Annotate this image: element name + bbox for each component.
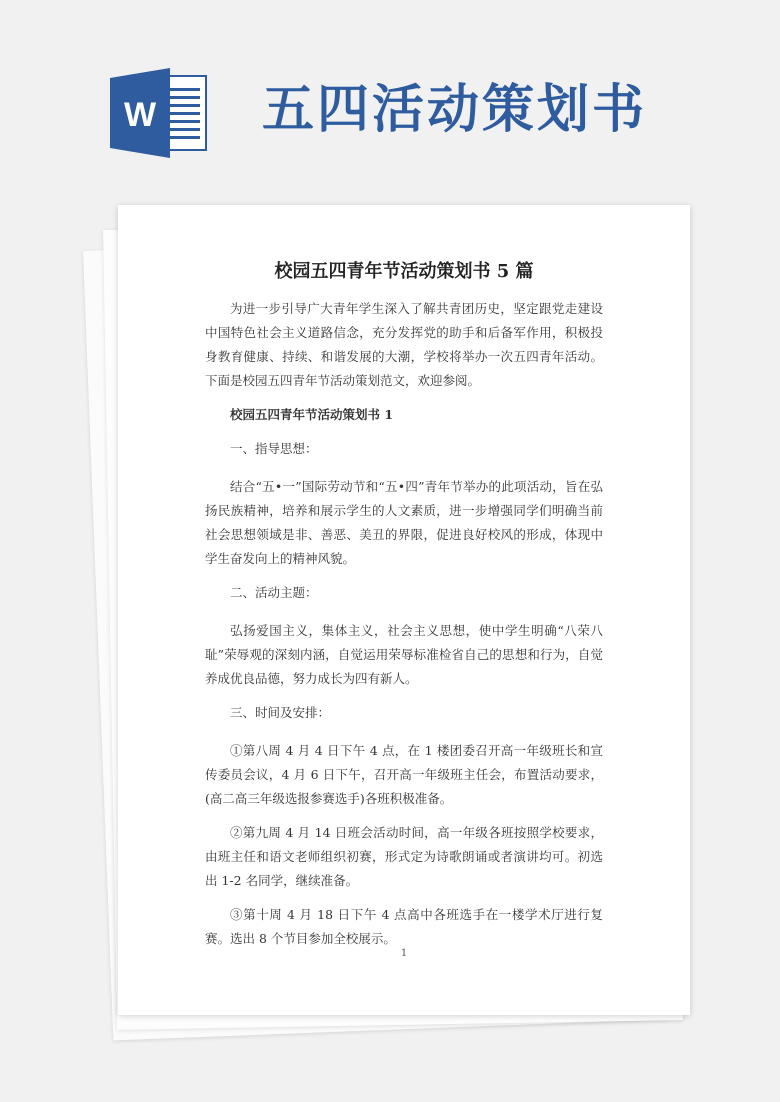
body-paragraph: 弘扬爱国主义，集体主义，社会主义思想，使中学生明确“八荣八耻”荣辱观的深刻内涵，自觉运用荣辱标准检省自己的思想和行为，自觉养成优良品德，努力成长为四有新人。: [205, 623, 603, 686]
document-title: 校园五四青年节活动策划书 5 篇: [274, 261, 534, 282]
section-heading-schedule: 三、时间及安排：: [230, 705, 331, 720]
intro-paragraph: 为进一步引导广大青年学生深入了解共青团历史，坚定跟党走建设中国特色社会主义道路信念，充分发挥党的助手和后备军作用，积极投身教育健康、持续、和谐发展的大潮，学校将举办一次五四青年活动。下面是校园五四青年节活动策划范文，欢迎参阅。: [205, 301, 603, 388]
subheading: 校园五四青年节活动策划书 1: [230, 407, 394, 422]
page-number: 1: [400, 948, 408, 959]
schedule-item: ②第九周 4 月 14 日班会活动时间，高一年级各班按照学校要求，由班主任和语文老师组织初赛，形式定为诗歌朗诵或者演讲均可。初选出 1-2 名同学，继续准备。: [205, 825, 603, 888]
body-paragraph: 结合“五•一”国际劳动节和“五•四”青年节举办的此项活动，旨在弘扬民族精神，培养和展示学生的人文素质，进一步增强同学们明确当前社会思想领域是非、善恶、美丑的界限，促进良好校风的形成，体现中学生奋发向上的精神风貌。: [205, 479, 603, 566]
document-body: [205, 297, 603, 961]
schedule-item: ③第十周 4 月 18 日下午 4 点高中各班选手在一楼学术厅进行复赛。选出 8 个节目参加全校展示。: [205, 907, 603, 946]
section-heading-guiding: 一、指导思想：: [230, 441, 318, 456]
banner: [0, 0, 780, 200]
document-page: [118, 205, 690, 1015]
svg-text:W: W: [123, 96, 157, 134]
schedule-item: ①第八周 4 月 4 日下午 4 点，在 1 楼团委召开高一年级班长和宣传委员会议，4 月 6 日下午，召开高一年级班主任会，布置活动要求，(高二高三年级选报参赛选手)各班积极准备。: [205, 743, 603, 806]
word-icon: [110, 68, 208, 158]
banner-title: 五四活动策划书: [262, 79, 648, 140]
section-heading-theme: 二、活动主题：: [230, 585, 318, 600]
